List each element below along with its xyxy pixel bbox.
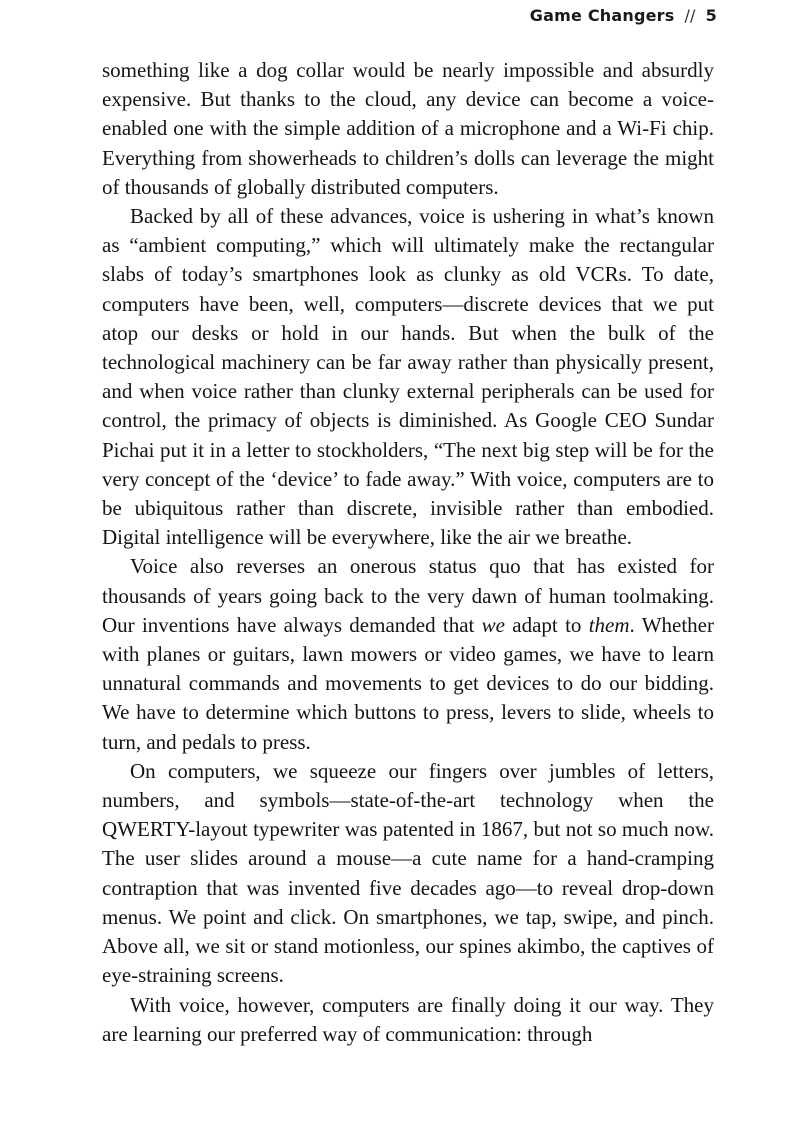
running-head [530, 6, 717, 25]
paragraph-text: adapt to [505, 612, 589, 637]
italic-emphasis: we [481, 612, 505, 637]
paragraph-with-voice: With voice, however, computers are finally doing it our way. They are learning our preferred way of communication: through [102, 992, 714, 1046]
paragraph-ambient-computing: Backed by all of these advances, voice is ushering in what’s known as “ambient computing,” which will ultimately make the rectangular slabs of today’s smartphones look as clunky as old VCRs. To date, computers have been, well, computers—discrete devices that we put atop our desks or hold in our hands. But when the bulk of the technological machinery can be far away rather than physically present, and when voice rather than clunky external peripherals can be used for control, the primacy of objects is diminished. As Google CEO Sundar Pichai put it in a letter to stockholders, “The next big step will be for the very concept of the ‘device’ to fade away.” With voice, computers are to be ubiquitous rather than discrete, invisible rather than embodied. Digital intelligence will be everywhere, like the air we breathe. [102, 204, 714, 550]
page-number: 5 [705, 6, 717, 25]
paragraph-status-quo [102, 552, 714, 756]
italic-emphasis: them [588, 612, 630, 637]
header-separator: // [684, 6, 696, 25]
paragraph-text: . Whether with planes or guitars, lawn mowers or video games, we have to learn unnatural commands and movements to get devices to do our bidding. We have to determine which buttons to press, levers to slide, wheels to turn, and pedals to press. [102, 612, 714, 754]
paragraph-computers: On computers, we squeeze our fingers over jumbles of letters, numbers, and symbols—state-of-the-art technology when the QWERTY-layout typewriter was patented in 1867, but not so much now. The user slides around a mouse—a cute name for a hand-cramping contraption that was invented five decades ago—to reveal drop-down menus. We point and click. On smartphones, we tap, swipe, and pinch. Above all, we sit or stand motionless, our spines akimbo, the captives of eye-straining screens. [102, 758, 714, 988]
paragraph-continued: something like a dog collar would be nearly impossible and absurdly expensive. But thanks to the cloud, any device can become a voice-enabled one with the simple addition of a microphone and a Wi-Fi chip. Everything from showerheads to children’s dolls can leverage the might of thousands of globally distributed computers. [102, 58, 714, 199]
running-title: Game Changers [529, 6, 675, 25]
paragraph-text: Voice also reverses an onerous status quo that has existed for thousands of years going back to the very dawn of human toolmaking. Our inventions have always demanded that [102, 554, 714, 637]
body-text [102, 56, 714, 1049]
